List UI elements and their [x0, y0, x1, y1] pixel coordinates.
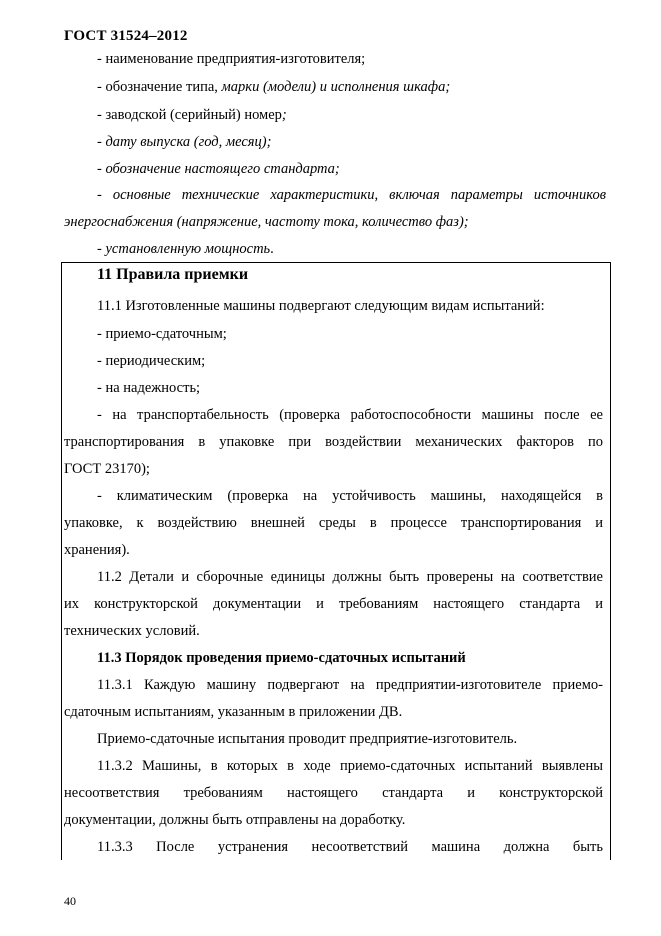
para-11-3-1-line1: 11.3.1 Каждую машину подвергают на предприятии-изготовителе приемо-: [97, 677, 603, 693]
para-11-3-2-line2: несоответствия требованиям настоящего стандарта и конструкторской: [64, 785, 603, 801]
para-11-3-2-line1: 11.3.2 Машины, в которых в ходе приемо-сдаточных испытаний выявлены: [97, 758, 603, 774]
para-11-2-line3: технических условий.: [64, 623, 200, 639]
para-11-1: 11.1 Изготовленные машины подвергают следующим видам испытаний:: [97, 298, 545, 314]
marking-item-serial: [97, 106, 287, 124]
list-item-acceptance: - приемо-сдаточным;: [97, 326, 227, 342]
document-header: ГОСТ 31524–2012: [64, 28, 188, 44]
para-11-3-1-line2: сдаточным испытаниям, указанным в приложении ДВ.: [64, 704, 403, 720]
list-item-periodic: - периодическим;: [97, 353, 206, 369]
marking-item-power: [97, 240, 274, 258]
marking-item-power-italic: - установленную мощность: [97, 241, 271, 257]
list-item-climatic-line2: упаковке, к воздействию внешней среды в процессе транспортирования и: [64, 515, 603, 531]
list-item-reliability: - на надежность;: [97, 380, 201, 396]
para-11-2-line1: 11.2 Детали и сборочные единицы должны быть проверены на соответствие: [97, 569, 603, 585]
para-11-3-1-line3: Приемо-сдаточные испытания проводит предприятие-изготовитель.: [97, 731, 518, 747]
list-item-transport-line1: - на транспортабельность (проверка работоспособности машины после ее: [97, 407, 603, 423]
marking-item-date: - дату выпуска (год, месяц);: [97, 134, 272, 150]
para-11-3-3-line1: 11.3.3 После устранения несоответствий машина должна быть: [97, 839, 603, 855]
list-item-climatic-line3: хранения).: [64, 542, 130, 558]
marking-item-characteristics-line2: энергоснабжения (напряжение, частоту тока, количество фаз);: [64, 214, 469, 230]
para-11-2-line2: их конструкторской документации и требованиям настоящего стандарта и: [64, 596, 603, 612]
list-item-transport-line3: ГОСТ 23170);: [64, 461, 150, 477]
marking-item-type-normal: - обозначение типа,: [97, 79, 222, 95]
page-number: 40: [64, 894, 76, 908]
marking-item-serial-italic: ;: [281, 107, 287, 123]
marking-item-type-italic: марки (модели) и исполнения шкафа;: [221, 79, 451, 95]
list-item-transport-line2: транспортирования в упаковке при воздействии механических факторов по: [64, 434, 603, 450]
marking-item-power-normal: .: [270, 241, 274, 257]
marking-item-serial-normal: - заводской (серийный) номер: [97, 107, 282, 123]
list-item-climatic-line1: - климатическим (проверка на устойчивость машины, находящейся в: [97, 488, 603, 504]
marking-item-manufacturer: - наименование предприятия-изготовителя;: [97, 51, 366, 67]
para-11-3-2-line3: документации, должны быть отправлены на доработку.: [64, 812, 406, 828]
subsection-11-3-title: 11.3 Порядок проведения приемо-сдаточных испытаний: [97, 650, 466, 666]
marking-item-standard: - обозначение настоящего стандарта;: [97, 161, 340, 177]
marking-item-type: [97, 78, 450, 96]
section-11-title: 11 Правила приемки: [97, 266, 249, 283]
marking-item-characteristics-line1: - основные технические характеристики, включая параметры источников: [97, 187, 606, 203]
